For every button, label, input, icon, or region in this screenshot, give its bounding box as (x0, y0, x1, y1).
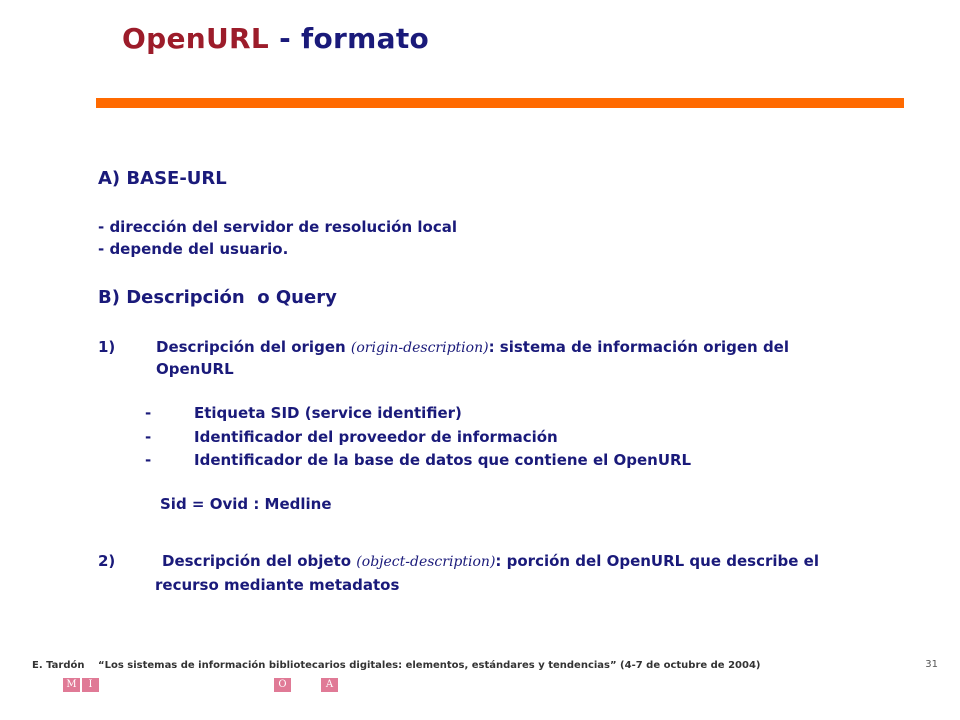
section-a-heading: A) BASE-URL (98, 168, 227, 189)
nav-menu-button[interactable]: M (63, 678, 80, 692)
item-1-continuation: OpenURL (156, 360, 234, 378)
page-number: 31 (925, 659, 938, 670)
bullet-2: Identificador del proveedor de información (194, 428, 558, 446)
item-1-label: Descripción del origen (156, 338, 351, 356)
title-formato: - formato (269, 22, 430, 55)
slide-title (122, 22, 429, 55)
item-2-number: 2) (98, 552, 116, 570)
section-a-line-1: - dirección del servidor de resolución local (98, 218, 457, 236)
section-a-line-2: - depende del usuario. (98, 240, 289, 258)
bullet-1: Etiqueta SID (service identifier) (194, 404, 462, 422)
item-1-number: 1) (98, 338, 116, 356)
footer-citation: “Los sistemas de información bibliotecarios digitales: elementos, estándares y tendencias” (4-7 de octubre de 2004) (98, 660, 761, 671)
item-1-rest: : sistema de información origen del (488, 338, 789, 356)
item-2-italic-term: object-description (361, 554, 490, 570)
nav-next-button[interactable]: A (321, 678, 338, 692)
nav-previous-button[interactable]: O (274, 678, 291, 692)
item-2-continuation: recurso mediante metadatos (155, 576, 400, 594)
item-1-italic-term: origin-description (356, 340, 484, 356)
item-1-paren-close: ) (483, 340, 489, 356)
item-1-paren-open: ( (350, 340, 357, 356)
title-divider (96, 98, 904, 108)
sid-example: Sid = Ovid : Medline (160, 495, 332, 513)
item-2-paren-close: ) (489, 554, 496, 570)
item-1-line (156, 338, 789, 356)
bullet-dash: - (145, 404, 152, 422)
footer-author: E. Tardón (32, 660, 85, 671)
bullet-dash: - (145, 451, 152, 469)
item-2-line (162, 552, 819, 570)
section-b-heading: B) Descripción o Query (98, 287, 337, 308)
item-2-rest: : porción del OpenURL que describe el (495, 552, 819, 570)
bullet-3: Identificador de la base de datos que contiene el OpenURL (194, 451, 692, 469)
item-2-paren-open: ( (356, 554, 362, 570)
title-openurl: OpenURL (122, 22, 270, 55)
item-2-label: Descripción del objeto (162, 552, 357, 570)
bullet-dash: - (145, 428, 152, 446)
nav-index-button[interactable]: I (82, 678, 99, 692)
